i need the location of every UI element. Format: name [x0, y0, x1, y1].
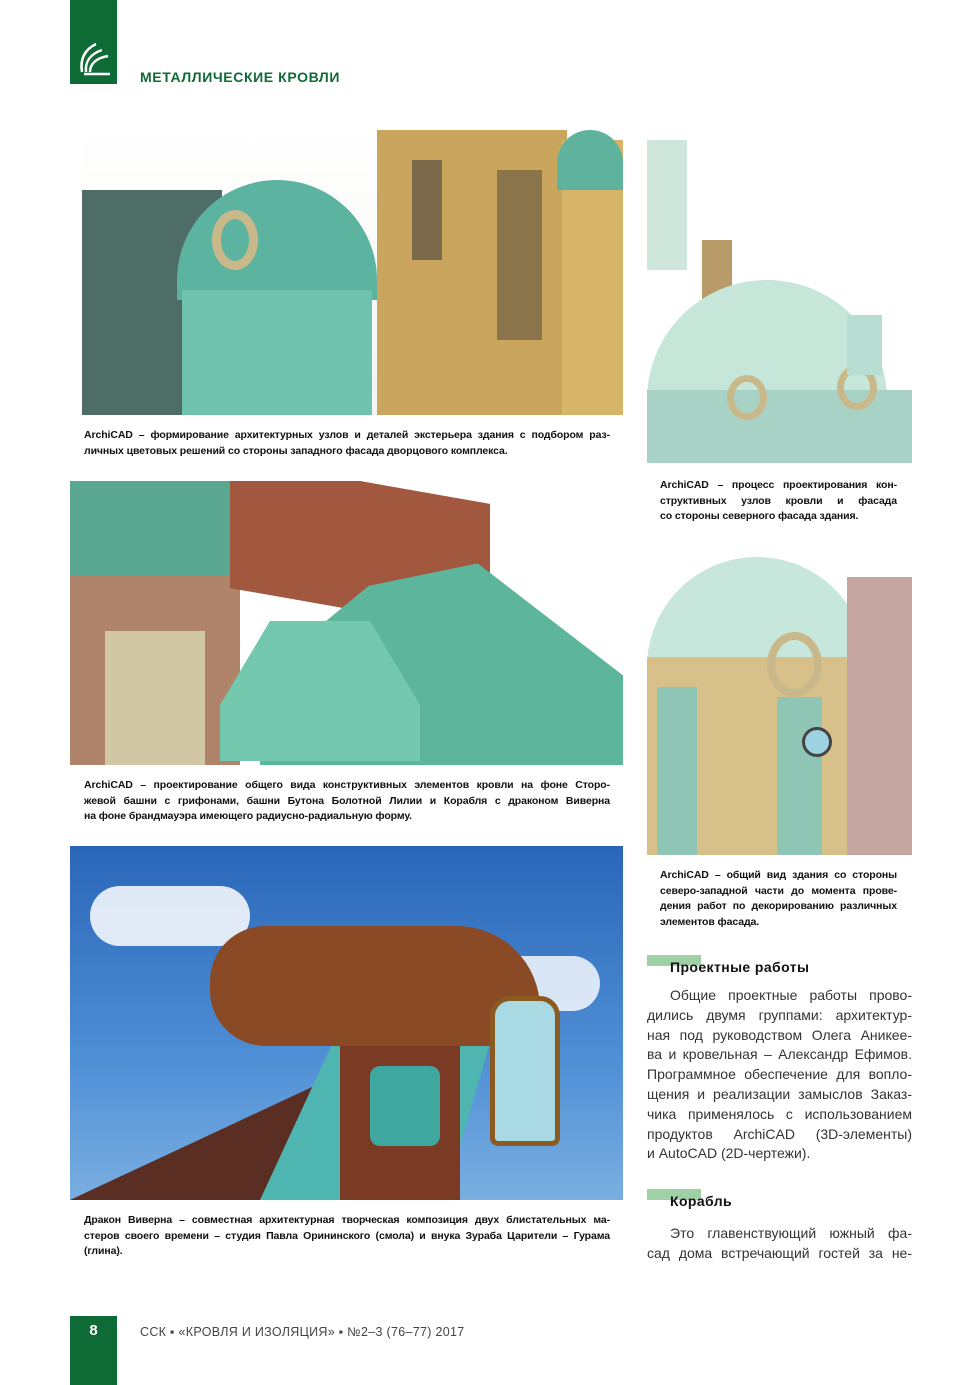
- caption-line: структивных узлов кровли и фасада: [660, 494, 897, 507]
- text-line: ная под руководством Олега Аникее-: [647, 1026, 912, 1043]
- text-line: Общие проектные работы прово-: [670, 987, 912, 1003]
- caption-line: личных цветовых решений со стороны западного фасада дворцового комплекса.: [84, 444, 508, 457]
- photo-west-facade-render: [82, 130, 623, 415]
- text-line: дились двумя группами: архитектур-: [647, 1006, 912, 1023]
- text-line: сад дома встречающий гостей за не-: [647, 1244, 912, 1261]
- caption-line: Дракон Виверна – совместная архитектурная творческая композиция двух блистательных ма-: [84, 1214, 610, 1226]
- caption-line: северо-западной части до момента прове-: [660, 884, 897, 897]
- heading-design-work: [647, 959, 809, 975]
- header-green-bar: [70, 0, 117, 84]
- caption-north-facade: [660, 478, 897, 525]
- heading-ship: [647, 1193, 732, 1209]
- text-line: и AutoCAD (2D-чертежи).: [647, 1145, 811, 1162]
- caption-line: со стороны северного фасада здания.: [660, 510, 859, 522]
- paragraph-design-work: [647, 986, 912, 1164]
- heading-text: Корабль: [670, 1193, 733, 1209]
- caption-line: ArchiCAD – общий вид здания со стороны: [660, 869, 897, 881]
- caption-line: на фоне брандмауэра имеющего радиусно-радиальную форму.: [84, 810, 412, 822]
- paragraph-ship: [647, 1224, 912, 1264]
- footer-publication: ССК ▪ «КРОВЛЯ И ИЗОЛЯЦИЯ» ▪ №2–3 (76–77) 2017: [140, 1325, 465, 1339]
- caption-line: жевой башни с грифонами, башни Бутона Болотной Лилии и Корабля с драконом Виверна: [84, 794, 610, 807]
- leaf-logo-icon: [70, 0, 117, 84]
- caption-west-facade: [84, 428, 610, 459]
- caption-line: ArchiCAD – процесс проектирования кон-: [660, 479, 897, 491]
- photo-northwest-render: [647, 537, 912, 855]
- caption-line: ArchiCAD – формирование архитектурных узлов и деталей экстерьера здания с подбором раз-: [84, 429, 610, 441]
- text-line: Программное обеспечение для вопло-: [647, 1066, 912, 1083]
- text-line: продуктов ArchiCAD (3D-элементы): [647, 1125, 912, 1142]
- caption-northwest: [660, 868, 897, 930]
- section-title: МЕТАЛЛИЧЕСКИЕ КРОВЛИ: [140, 69, 341, 85]
- text-line: щения и реализации замыслов Заказ-: [647, 1085, 912, 1102]
- page-number: 8: [89, 1322, 98, 1339]
- photo-roof-elements-render: [70, 481, 623, 765]
- text-line: ва и кровельная – Александр Ефимов.: [647, 1046, 912, 1063]
- heading-text: Проектные работы: [670, 959, 810, 975]
- caption-line: элементов фасада.: [660, 915, 760, 928]
- caption-line: ArchiCAD – проектирование общего вида конструктивных элементов кровли на фоне Сторо-: [84, 779, 610, 791]
- caption-wyvern: [84, 1213, 610, 1260]
- caption-roof-elements: [84, 778, 610, 825]
- photo-wyvern-dragon: [70, 846, 623, 1200]
- caption-line: (глина).: [84, 1245, 123, 1257]
- caption-line: стеров своего времени – студия Павла Орининского (смола) и внука Зураба Царители – Гурама: [84, 1229, 610, 1242]
- caption-line: дения работ по декорированию различных: [660, 900, 897, 912]
- text-line: чика применялось с использованием: [647, 1105, 912, 1122]
- text-line: Это главенствующий южный фа-: [670, 1225, 912, 1241]
- photo-north-facade-render: [647, 130, 912, 463]
- footer-green-bar: [70, 1316, 117, 1385]
